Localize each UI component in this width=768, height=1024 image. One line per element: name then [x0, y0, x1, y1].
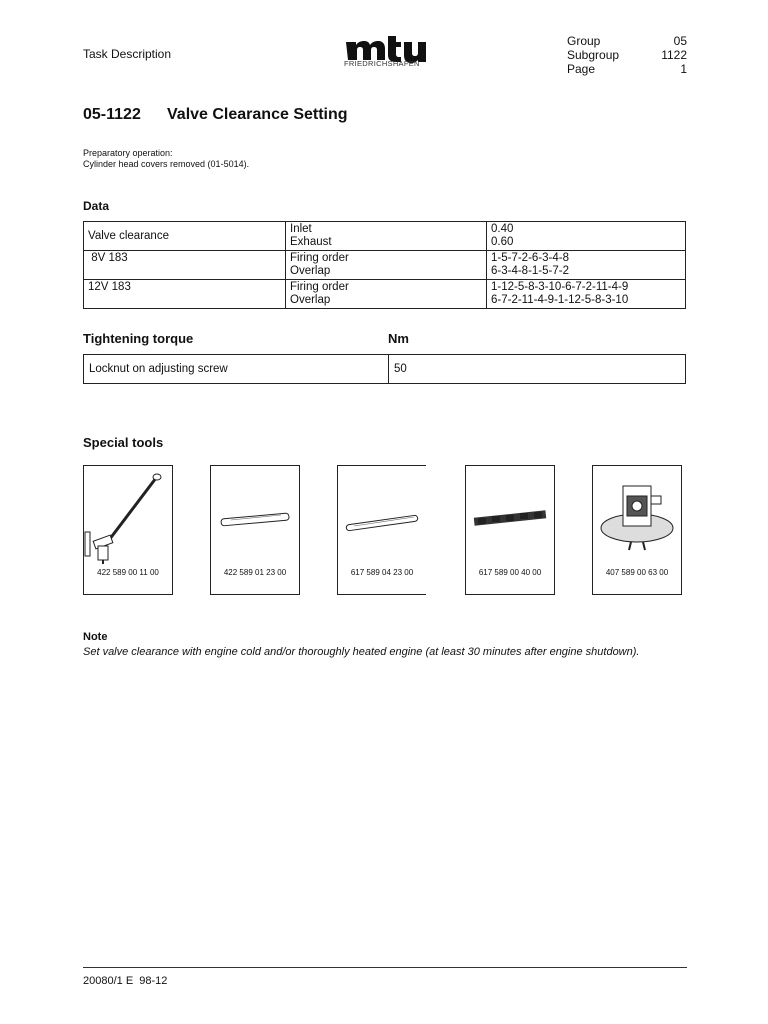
table-row	[84, 280, 686, 309]
note-heading: Note	[83, 631, 108, 643]
feeler-gauge-icon	[338, 466, 426, 566]
cell-line: Inlet	[290, 223, 312, 235]
tool-part-number: 422 589 00 11 00	[97, 568, 159, 577]
table-cell	[286, 251, 487, 280]
table-cell	[286, 280, 487, 309]
socket-strip-icon	[466, 466, 554, 566]
cell-line: 1-12-5-8-3-10-6-7-2-11-4-9	[491, 281, 629, 293]
cell-line: 6-3-4-8-1-5-7-2	[491, 265, 569, 277]
table-cell: 8V 183	[84, 251, 286, 280]
preparatory-operation	[83, 148, 249, 170]
tool-part-number: 422 589 01 23 00	[223, 568, 287, 577]
tool-card	[337, 465, 426, 595]
table-row	[84, 222, 686, 251]
special-tools-heading: Special tools	[83, 435, 164, 450]
torque-unit-heading: Nm	[388, 331, 409, 346]
cell-line: 1-5-7-2-6-3-4-8	[491, 252, 569, 264]
page-title	[83, 106, 348, 124]
tool-part-number: 617 589 00 40 00	[478, 568, 542, 577]
table-cell: Locknut on adjusting screw	[84, 355, 389, 384]
title-text: Valve Clearance Setting	[167, 106, 348, 123]
tool-part-number: 617 589 04 23 00	[350, 568, 414, 577]
tool-card	[210, 465, 300, 595]
tool-card	[83, 465, 173, 595]
meta-group	[567, 34, 687, 48]
cell-line: Exhaust	[290, 236, 332, 248]
data-heading: Data	[83, 199, 110, 213]
tool-card	[592, 465, 682, 595]
meta-label: Page	[567, 62, 596, 76]
table-row	[84, 355, 686, 384]
header-meta	[567, 34, 687, 76]
cell-line: Overlap	[290, 294, 331, 306]
footer-divider	[83, 967, 687, 968]
table-cell	[487, 280, 686, 309]
meta-label: Subgroup	[567, 48, 620, 62]
feeler-gauge-icon	[211, 466, 299, 566]
table-cell	[487, 251, 686, 280]
table-cell	[286, 222, 487, 251]
wrench-icon	[84, 466, 172, 566]
rotating-device-icon	[593, 466, 681, 566]
cell-line: 0.40	[491, 223, 514, 235]
meta-value: 1122	[661, 48, 687, 62]
meta-subgroup	[567, 48, 687, 62]
tool-card	[465, 465, 555, 595]
torque-heading: Tightening torque	[83, 331, 194, 346]
cell-line: 0.60	[491, 236, 514, 248]
meta-label: Group	[567, 34, 601, 48]
torque-table	[83, 354, 686, 384]
table-cell: 12V 183	[84, 280, 286, 309]
note-text: Set valve clearance with engine cold and/or thoroughly heated engine (at least 30 minutes after engine shutdown).	[83, 646, 640, 658]
data-table	[83, 221, 686, 309]
cell-line: 6-7-2-11-4-9-1-12-5-8-3-10	[491, 294, 629, 306]
tool-part-number: 407 589 00 63 00	[605, 568, 669, 577]
cell-line: Firing order	[290, 252, 349, 264]
meta-value: 05	[673, 34, 687, 48]
table-cell	[487, 222, 686, 251]
title-code: 05-1122	[83, 106, 141, 123]
cell-line: Overlap	[290, 265, 331, 277]
table-cell: Valve clearance	[84, 222, 286, 251]
table-cell: 50	[389, 355, 686, 384]
table-row	[84, 251, 686, 280]
header-task-description: Task Description	[83, 47, 172, 61]
meta-page	[567, 62, 687, 76]
prep-text: Cylinder head covers removed (01-5014).	[83, 159, 250, 169]
footer-code: 20080/1 E 98-12	[83, 975, 168, 987]
logo-subtitle: FRIEDRICHSHAFEN	[344, 59, 420, 68]
prep-heading: Preparatory operation:	[83, 148, 173, 158]
cell-line: Firing order	[290, 281, 349, 293]
meta-value: 1	[680, 62, 687, 76]
